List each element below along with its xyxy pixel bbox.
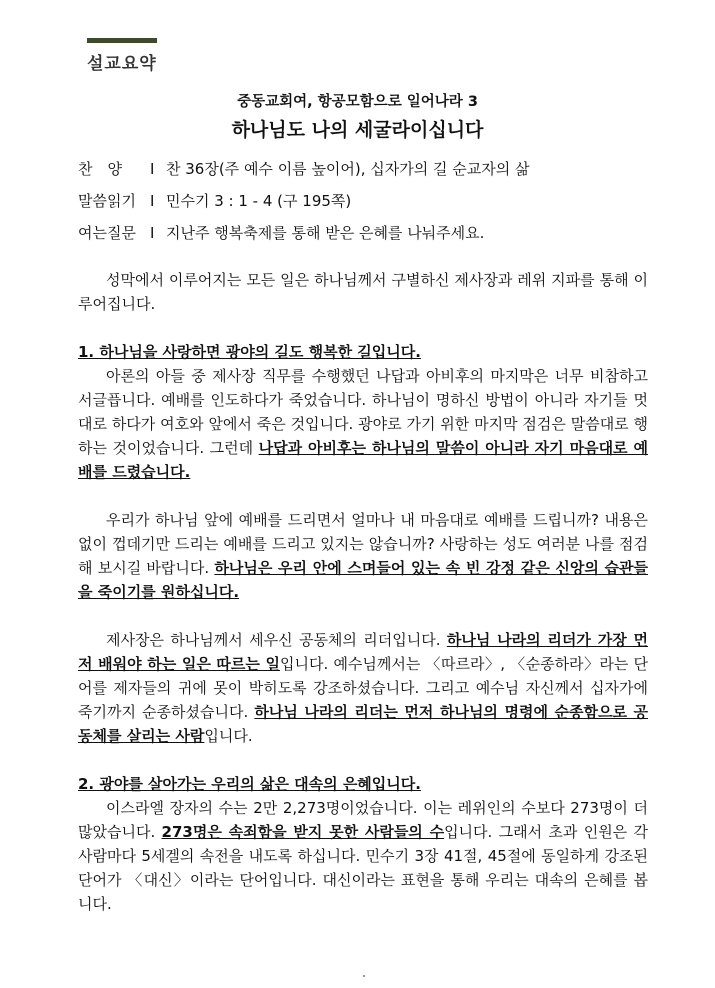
intro-paragraph: 성막에서 이루어지는 모든 일은 하나님께서 구별하신 제사장과 레위 지파를 통해 이루어집니다. — [78, 271, 648, 313]
emphasis-text: 하나님 나라의 리더는 먼저 하나님의 명령에 순종함으로 공동체를 살리는 사람 — [78, 703, 648, 745]
emphasis-text: 273명은 속죄함을 받지 못한 사람들의 수 — [161, 823, 445, 841]
meta-value: 지난주 행복축제를 통해 받은 은혜를 나눠주세요. — [166, 224, 485, 242]
meta-opening-question — [78, 222, 484, 243]
meta-label: 여는질문 — [78, 224, 136, 242]
emphasis-text: 하나님 나라의 리더가 가장 먼저 배워야 하는 일은 따르는 일 — [78, 631, 648, 673]
meta-scripture — [78, 190, 351, 211]
emphasis-text: 하나님은 우리 안에 스며들어 있는 속 빈 강정 같은 신앙의 습관들을 죽이기를 원하십니다. — [78, 559, 648, 601]
paragraph-text: 제사장은 하나님께서 세우신 공동체의 리더입니다. — [106, 631, 447, 649]
logo-bar — [87, 38, 157, 43]
sermon-body — [78, 268, 648, 916]
paragraph-text: 이스라엘 장자의 수는 2만 2,273명이었습니다. 이는 레위인의 수보다 273명이 더 많았습니다. — [78, 799, 648, 841]
meta-value: 민수기 3 : 1 - 4 (구 195쪽) — [166, 192, 352, 210]
paragraph-text: 입니다. 그래서 초과 인원은 각 사람마다 5세겔의 속전을 내도록 하십니다. 민수기 3장 41절, 45절에 동일하게 강조된 단어가 〈대신〉이라는 단어입니다. 대신이라는 표현을 통해 우리는 대속의 은혜를 봅니다. — [78, 823, 648, 913]
section-1-paragraph-3 — [78, 628, 648, 748]
paragraph-text: 우리가 하나님 앞에 예배를 드리면서 얼마나 내 마음대로 예배를 드립니까? 내용은 없이 껍데기만 드리는 예배를 드리고 있지는 않습니까? 사랑하는 성도 여러분 나를 점검해 보시길 바랍니다. — [78, 511, 648, 577]
paragraph-text: 아론의 아들 중 제사장 직무를 수행했던 나답과 아비후의 마지막은 너무 비참하고 서글픕니다. 예배를 인도하다가 죽었습니다. 하나님이 명하신 방법이 아니라 자기들 멋대로 하다가 여호와 앞에서 죽은 것입니다. 광야로 가기 위한 마지막 점검은 말씀대로 행하는 것이었습니다. 그런데 — [78, 367, 648, 457]
meta-divider: I — [150, 160, 155, 178]
paragraph-text: 입니다. — [204, 727, 253, 745]
section-2-heading: 2. 광야를 살아가는 우리의 삶은 대속의 은혜입니다. — [78, 775, 421, 793]
logo — [87, 38, 157, 74]
meta-value: 찬 36장(주 예수 이름 높이어), 십자가의 길 순교자의 삶 — [166, 160, 530, 178]
meta-divider: I — [150, 192, 155, 210]
section-1-paragraph-2 — [78, 508, 648, 604]
meta-label: 찬 양 — [78, 160, 122, 178]
logo-text: 설교요약 — [87, 54, 157, 74]
paragraph-text: 입니다. 예수님께서는 〈따르라〉, 〈순종하라〉라는 단어를 제자들의 귀에 못이 박히도록 강조하셨습니다. 그리고 예수님 자신께서 십자가에 죽기까지 순종하셨습니다. — [78, 655, 649, 721]
meta-divider: I — [150, 224, 155, 242]
meta-hymn — [78, 158, 530, 179]
sermon-series-subtitle: 중동교회여, 항공모함으로 일어나라 3 — [237, 94, 478, 110]
section-1-heading: 1. 하나님을 사랑하면 광야의 길도 행복한 길입니다. — [78, 343, 421, 361]
section-1-paragraph-1 — [78, 364, 648, 484]
emphasis-text: 나답과 아비후는 하나님의 말씀이 아니라 자기 마음대로 예배를 드렸습니다. — [78, 439, 648, 481]
page-mark — [363, 975, 365, 977]
meta-label: 말씀읽기 — [78, 192, 136, 210]
sermon-title: 하나님도 나의 세굴라이십니다 — [231, 119, 484, 141]
section-2-paragraph-1 — [78, 796, 648, 916]
